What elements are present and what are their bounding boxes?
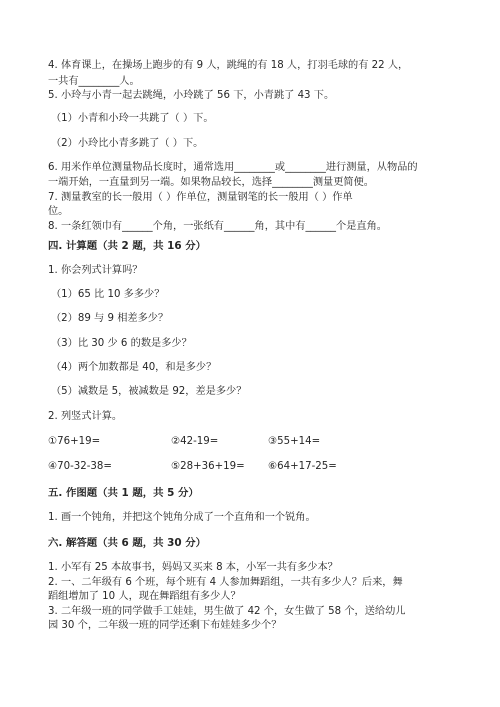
s4-q1-part-5: （5）减数是 5，被减数是 92，差是多少？	[51, 386, 247, 397]
s6-q2-line-1: 2. 一、二年级有 6 个班，每个班有 4 人参加舞蹈组，一共有多少人？后来，舞	[48, 577, 403, 588]
calc-item-1: ①76+19=	[48, 436, 101, 447]
q6-line-1: 6. 用米作单位测量物品长度时，通常选用________或________进行测量，从物品的	[48, 162, 418, 173]
s5-q1: 1. 画一个钝角，并把这个钝角分成了一个直角和一个锐角。	[48, 512, 316, 523]
section-5-heading: 五. 作图题（共 1 题，共 5 分）	[48, 487, 199, 499]
calc-item-2: ②42-19=	[171, 436, 219, 447]
section-6-heading: 六. 解答题（共 6 题，共 30 分）	[48, 537, 207, 549]
q4-line-1: 4. 体育课上，在操场上跑步的有 9 人，跳绳的有 18 人，打羽毛球的有 22 人，	[48, 60, 409, 71]
q7-line-1: 7. 测量教室的长一般用（ ）作单位，测量钢笔的长一般用（ ）作单	[48, 192, 353, 203]
calc-item-3: ③55+14=	[268, 436, 321, 447]
q6-line-2: 一端开始，一直量到另一端。如果物品较长，选择________测量更简便。	[48, 177, 374, 188]
calc-item-5: ⑤28+36+19=	[171, 461, 245, 472]
q7-line-2: 位。	[48, 206, 69, 217]
s4-q1-part-3: （3）比 30 少 6 的数是多少？	[51, 338, 192, 349]
q5-part-2: （2）小玲比小青多跳了（ ）下。	[51, 138, 204, 149]
s6-q1: 1. 小军有 25 本故事书，妈妈又买来 8 本，小军一共有多少本？	[48, 562, 338, 573]
calc-item-4: ④70-32-38=	[48, 461, 112, 472]
section-4-heading: 四. 计算题（共 2 题，共 16 分）	[48, 240, 207, 252]
q4-line-2: 一共有________人。	[48, 76, 140, 87]
q5-part-1: （1）小青和小玲一共跳了（ ）下。	[51, 113, 214, 124]
s4-q1-part-1: （1）65 比 10 多多少？	[51, 289, 165, 300]
q5-stem: 5. 小玲与小青一起去跳绳，小玲跳了 56 下，小青跳了 43 下。	[48, 90, 335, 101]
s4-q1-part-2: （2）89 与 9 相差多少？	[51, 313, 169, 324]
s4-q1-stem: 1. 你会列式计算吗？	[48, 265, 143, 276]
s4-q2-stem: 2. 列竖式计算。	[48, 411, 123, 422]
s6-q3-line-2: 园 30 个，二年级一班的同学还剩下布娃娃多少个？	[48, 620, 282, 631]
s4-q1-part-4: （4）两个加数都是 40，和是多少？	[51, 362, 217, 373]
q8-line: 8. 一条红领巾有______个角，一张纸有______角，其中有______个是直角。	[48, 221, 387, 232]
s6-q2-line-2: 蹈组增加了 10 人，现在舞蹈组有多少人？	[48, 591, 241, 602]
calc-item-6: ⑥64+17-25=	[268, 461, 337, 472]
s6-q3-line-1: 3. 二年级一班的同学做手工娃娃，男生做了 42 个，女生做了 58 个，送给幼儿	[48, 606, 406, 617]
